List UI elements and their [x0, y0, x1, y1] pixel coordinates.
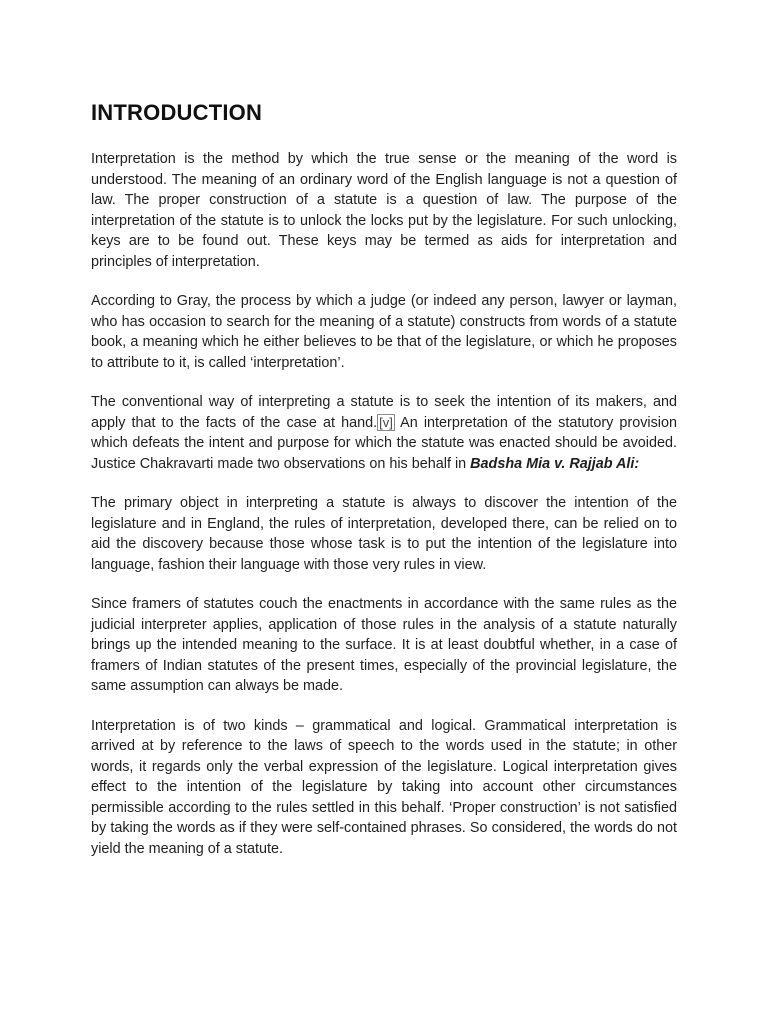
paragraph-text-after-reference: An interpretation of the statutory provision which defeats the intent and purpose for which the statute was enacted should be avoided. Justice Chakravarti made two observations on his behalf in [91, 414, 677, 472]
case-citation-colon: : [634, 455, 640, 472]
paragraph-text-before-reference: The conventional way of interpreting a statute is to seek the intention of its makers, and apply that to the facts of the case at hand. [91, 394, 677, 431]
paragraph-gray: According to Gray, the process by which a judge (or indeed any person, lawyer or layman, who has occasion to search for the meaning of a statute) constructs from words of a statute book, a meaning which he either believes to be that of the legislature, or which he proposes to attribute to it, is called ‘interpretation’. [91, 293, 677, 371]
document-page [91, 100, 677, 878]
paragraph-definition: Interpretation is the method by which the true sense or the meaning of the word is understood. The meaning of an ordinary word of the English language is not a question of law. The proper construction of a statute is a question of law. The purpose of the interpretation of the statute is to unlock the locks put by the legislature. For such unlocking, keys are to be found out. These keys may be termed as aids for interpretation and principles of interpretation. [91, 151, 677, 270]
paragraph-framers: Since framers of statutes couch the enactments in accordance with the same rules as the judicial interpreter applies, application of those rules in the analysis of a statute naturally brings up the intended meaning to the surface. It is at least doubtful whether, in a case of framers of Indian statutes of the present times, especially of the provincial legislature, the same assumption can always be made. [91, 596, 677, 694]
page-title: INTRODUCTION [91, 100, 263, 125]
footnote-reference-link[interactable]: [v] [379, 414, 393, 430]
case-citation: Badsha Mia v. Rajjab Ali [470, 455, 635, 472]
paragraph-conventional-way [91, 392, 677, 474]
paragraph-primary-object: The primary object in interpreting a statute is always to discover the intention of the legislature and in England, the rules of interpretation, developed there, can be relied on to aid the discovery because those whose task is to put the intention of the legislature into language, fashion their language with those very rules in view. [91, 495, 677, 573]
paragraph-two-kinds: Interpretation is of two kinds – grammatical and logical. Grammatical interpretation is arrived at by reference to the laws of speech to the words used in the statute; in other words, it regards only the verbal expression of the legislature. Logical interpretation gives effect to the intention of the legislature by taking into account other circumstances permissible according to the rules settled in this behalf. ‘Proper construction’ is not satisfied by taking the words as if they were self-contained phrases. So considered, the words do not yield the meaning of a statute. [91, 717, 677, 857]
